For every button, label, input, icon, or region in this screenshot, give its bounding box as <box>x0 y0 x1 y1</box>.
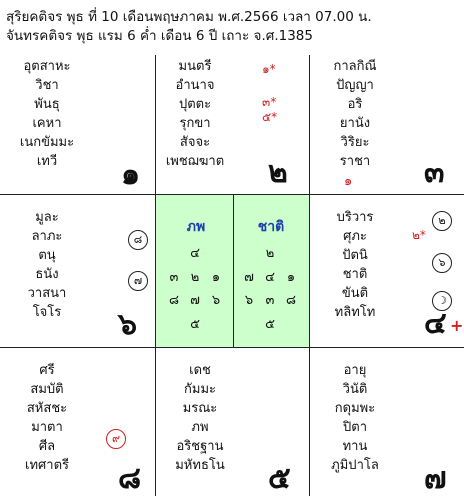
house-label: ศีล <box>38 439 56 454</box>
center-num: ๘ <box>168 293 180 308</box>
house-label: ภพ <box>191 420 209 435</box>
house-label: ปุตตะ <box>178 97 212 112</box>
house-label: วิชา <box>35 78 59 93</box>
house-mid-left-labels <box>2 208 92 322</box>
house-label: โจโร <box>32 305 62 320</box>
house-label: ศุภะ <box>343 229 367 244</box>
house-label: อริ <box>347 97 363 112</box>
moon-icon: ☽ <box>432 291 452 311</box>
plus-mark: + <box>450 316 464 335</box>
house-label: มหัทธโน <box>175 458 225 473</box>
house-number: ๗ <box>424 461 447 496</box>
house-label: สมบัติ <box>30 382 64 397</box>
house-top-left-labels <box>2 57 92 171</box>
house-label: ปัญญา <box>336 78 374 93</box>
planet-circle: ๗ <box>128 271 148 291</box>
header-line-2: จันทรคติจร พุธ แรม 6 ค่ำ เดือน 6 ปี เถาะ จ.ศ.1385 <box>6 28 313 44</box>
house-label: มาตา <box>31 420 63 435</box>
center-num: ๘ <box>285 293 297 308</box>
center-num: ๗ <box>244 270 254 285</box>
grid-line <box>0 347 464 348</box>
house-label: ภูมิปาโล <box>331 458 379 473</box>
center-num: ๖ <box>211 293 221 308</box>
house-label: อริชฐาน <box>176 439 224 454</box>
house-number: ๘ <box>118 461 142 496</box>
grid-line <box>155 55 156 496</box>
house-label: วาสนา <box>27 286 67 301</box>
center-num: ๑ <box>286 270 296 285</box>
house-label: เนกขัมมะ <box>19 135 75 150</box>
house-label: ราชา <box>339 154 371 169</box>
center-num: ๒ <box>190 270 200 285</box>
house-label: ขันติ <box>341 286 369 301</box>
center-num: ๕ <box>265 317 275 332</box>
house-bot-mid-labels <box>160 361 240 475</box>
house-label: อำนาจ <box>175 78 215 93</box>
house-label: อุตสาหะ <box>23 59 71 74</box>
house-label: อายุ <box>343 363 367 378</box>
center-num: ๕ <box>190 317 200 332</box>
house-label: ปิตา <box>343 420 367 435</box>
house-label: ชาติ <box>342 267 368 282</box>
house-label: วิริยะ <box>340 135 370 150</box>
house-label: มูละ <box>35 210 59 225</box>
planet-mark: ๓* <box>262 95 277 109</box>
house-label: สัจจะ <box>179 135 211 150</box>
house-label: ทาน <box>342 439 368 454</box>
house-label: ปัตนิ <box>342 248 368 263</box>
planet-mark: ๑* <box>262 62 276 76</box>
house-label: บริวาร <box>336 210 374 225</box>
house-number: ๒ <box>268 155 288 190</box>
grid-line <box>0 194 464 195</box>
house-label: พันธุ <box>34 97 60 112</box>
planet-mark: ๑ <box>344 174 353 189</box>
house-number: ๓ <box>424 155 445 190</box>
house-top-mid-labels <box>160 57 230 171</box>
house-label: วินัติ <box>342 382 368 397</box>
house-bot-right-labels <box>310 361 400 475</box>
center-right-title: ชาติ <box>257 219 285 235</box>
center-num: ๓ <box>169 270 179 285</box>
house-label: สหัสชะ <box>26 401 68 416</box>
house-label: กดุมพะ <box>334 401 376 416</box>
house-number: ๕ <box>268 461 291 496</box>
house-mid-right-labels <box>310 208 400 322</box>
house-label: เดช <box>189 363 211 378</box>
house-label: ศรี <box>39 363 55 378</box>
house-label: ยานัง <box>339 116 371 131</box>
center-num: ๓ <box>265 293 275 308</box>
planet-mark: ๕* <box>262 110 278 124</box>
house-label: มนตรี <box>178 59 212 74</box>
planet-circle: ๙ <box>106 429 126 449</box>
center-num: ๖ <box>244 293 254 308</box>
house-label: รุกขา <box>179 116 211 131</box>
planet-circle: ๘ <box>128 230 148 250</box>
house-label: กาลกิณี <box>333 59 377 74</box>
center-left-title: ภพ <box>186 219 206 235</box>
center-num: ๗ <box>190 293 200 308</box>
house-label: เคหา <box>32 116 62 131</box>
planet-mark: ๒* <box>412 228 426 242</box>
center-num: ๑ <box>211 270 221 285</box>
house-label: ลาภะ <box>31 229 63 244</box>
planet-circle: ๒ <box>432 211 452 231</box>
center-num: ๔ <box>265 270 275 285</box>
house-label: ธนัง <box>35 267 59 282</box>
house-label: เพชฌฆาต <box>165 154 225 169</box>
house-label: มรณะ <box>182 401 218 416</box>
header-line-1: สุริยคติจร พุธ ที่ 10 เดือนพฤษภาคม พ.ศ.2566 เวลา 07.00 น. <box>6 9 372 25</box>
house-label: ตนุ <box>38 248 56 263</box>
center-num: ๒ <box>265 246 275 261</box>
center-num: ๔ <box>190 246 200 261</box>
house-number: ๔ <box>424 306 447 341</box>
planet-circle: ๖ <box>432 253 452 273</box>
house-label: ทลิทโท <box>334 305 376 320</box>
house-number: ๖ <box>118 307 138 342</box>
house-bot-left-labels <box>2 361 92 475</box>
house-label: กัมมะ <box>184 382 216 397</box>
house-label: เทวี <box>36 154 58 169</box>
house-label: เทศาตรี <box>25 458 69 473</box>
house-top-right-labels <box>310 57 400 171</box>
house-number: ๑ <box>121 157 141 192</box>
